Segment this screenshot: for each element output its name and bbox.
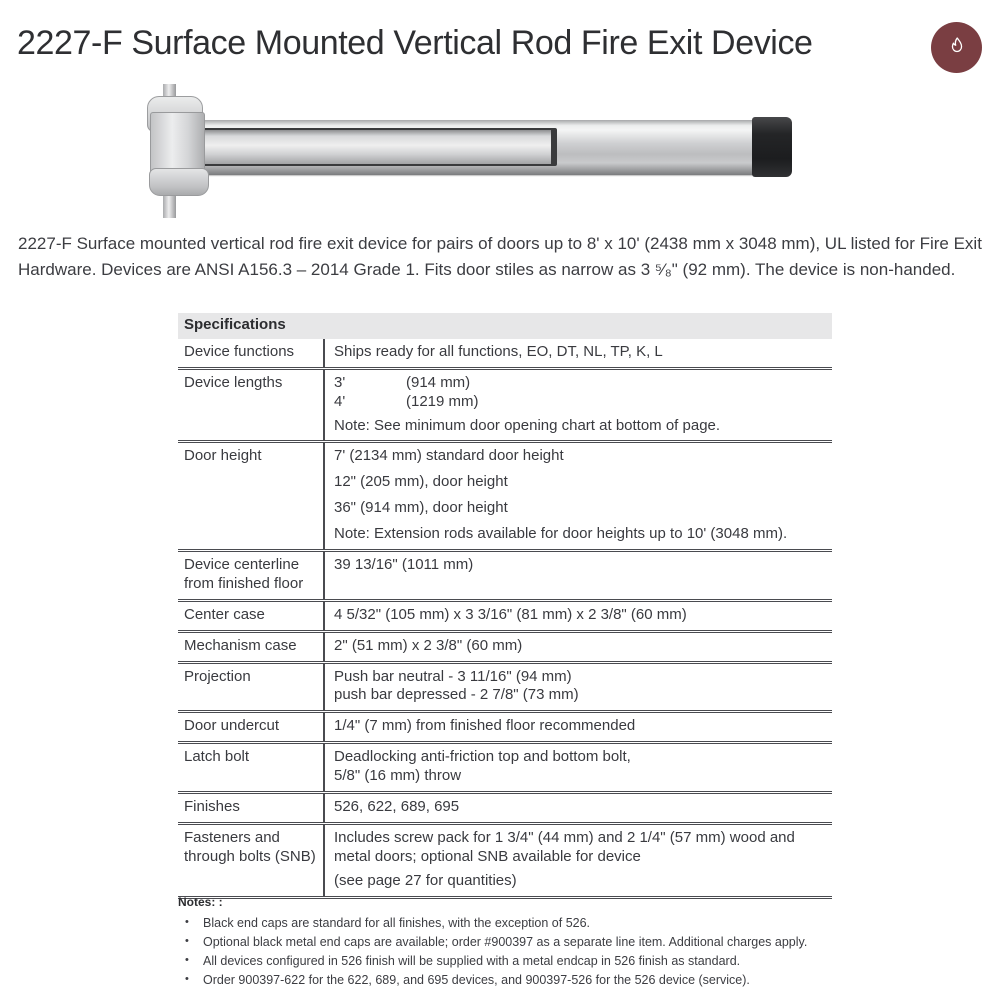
push-rail xyxy=(201,128,557,166)
mechanism-case xyxy=(150,112,205,176)
bullet-icon: • xyxy=(185,973,189,986)
spec-row-device-centerline xyxy=(178,549,832,599)
note-text: Optional black metal end caps are available; order #900397 as a separate line item. Additional charges apply. xyxy=(203,934,808,949)
spec-value: 39 13/16" (1011 mm) xyxy=(334,556,474,574)
spec-row-door-height xyxy=(178,440,832,549)
spec-row-fasteners xyxy=(178,822,832,896)
spec-value: 7' (2134 mm) standard door height 12" (205 mm), door height 36" (914 mm), door height Note: Extension rods available for door heights up to 10' (3048 mm). xyxy=(334,447,788,543)
page-title: 2227-F Surface Mounted Vertical Rod Fire Exit Device xyxy=(17,24,813,62)
spec-label: Projection xyxy=(178,664,325,711)
length-option: 4' (1219 mm) xyxy=(334,392,479,410)
specifications-header: Specifications xyxy=(178,313,832,339)
note-text: Black end caps are standard for all finishes, with the exception of 526. xyxy=(203,915,591,930)
product-description: 2227-F Surface mounted vertical rod fire exit device for pairs of doors up to 8' x 10' (2438 mm x 3048 mm), UL listed for Fire Exit Hardware. Devices are ANSI A156.3 – 2014 Grade 1. Fits door stiles as narrow as 3 ⁵⁄₈" (92 mm). The device is non-handed. xyxy=(18,234,982,279)
note-item xyxy=(178,934,838,951)
notes-section xyxy=(178,894,838,992)
spec-value: Ships ready for all functions, EO, DT, NL, TP, K, L xyxy=(334,342,663,360)
bullet-icon: • xyxy=(185,954,189,967)
length-note: Note: See minimum door opening chart at bottom of page. xyxy=(334,416,721,434)
spec-row-mechanism-case xyxy=(178,630,832,661)
note-item xyxy=(178,915,838,932)
spec-label: Device functions xyxy=(178,339,325,367)
spec-label: Door height xyxy=(178,443,325,549)
rod-guide-foot xyxy=(149,168,209,196)
spec-value: Push bar neutral - 3 11/16" (94 mm) push bar depressed - 2 7/8" (73 mm) xyxy=(334,667,579,704)
spec-value xyxy=(325,370,832,441)
note-text: Order 900397-622 for the 622, 689, and 695 devices, and 900397-526 for the 526 device (service). xyxy=(203,973,750,988)
notes-label: Notes: : xyxy=(178,895,223,909)
length-option: 3' (914 mm) xyxy=(334,373,471,391)
spec-row-device-lengths xyxy=(178,367,832,441)
note-item xyxy=(178,972,838,989)
spec-row-latch-bolt xyxy=(178,741,832,791)
spec-value: 2" (51 mm) x 2 3/8" (60 mm) xyxy=(334,636,523,654)
spec-row-door-undercut xyxy=(178,710,832,741)
spec-value: 4 5/32" (105 mm) x 3 3/16" (81 mm) x 2 3/8" (60 mm) xyxy=(334,605,687,623)
spec-value: Deadlocking anti-friction top and bottom bolt, 5/8" (16 mm) throw xyxy=(334,748,631,785)
spec-value: Includes screw pack for 1 3/4" (44 mm) and 2 1/4" (57 mm) wood and metal doors; optional SNB available for device (see page 27 for quantities) xyxy=(334,828,795,889)
end-cap xyxy=(752,117,792,177)
spec-label: Mechanism case xyxy=(178,633,325,661)
spec-label: Door undercut xyxy=(178,713,325,741)
spec-value: 1/4" (7 mm) from finished floor recommended xyxy=(334,717,636,735)
spec-label: Fasteners and through bolts (SNB) xyxy=(178,825,325,896)
note-text: All devices configured in 526 finish will be supplied with a metal endcap in 526 finish as standard. xyxy=(203,954,741,969)
spec-label: Latch bolt xyxy=(178,744,325,791)
note-item xyxy=(178,953,838,970)
spec-row-device-functions xyxy=(178,339,832,367)
spec-label: Finishes xyxy=(178,794,325,822)
spec-value: 526, 622, 689, 695 xyxy=(334,798,460,816)
spec-label: Device centerline from finished floor xyxy=(178,552,325,599)
product-image xyxy=(0,0,1000,230)
spec-label: Device lengths xyxy=(178,370,325,441)
spec-label: Center case xyxy=(178,602,325,630)
bullet-icon: • xyxy=(185,915,189,928)
spec-row-finishes xyxy=(178,791,832,822)
spec-row-center-case xyxy=(178,599,832,630)
bullet-icon: • xyxy=(185,934,189,947)
spec-row-projection xyxy=(178,661,832,711)
specifications-table xyxy=(178,313,832,899)
